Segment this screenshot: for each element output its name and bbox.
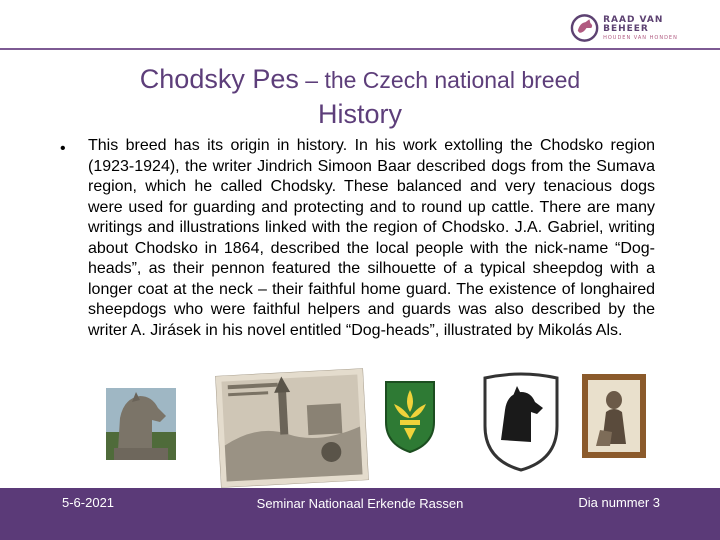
logo-subtitle: HOUDEN VAN HONDEN [603,34,678,41]
coat-of-arms-green [380,378,440,456]
header-divider [0,48,720,50]
footer-bar [0,488,720,540]
footer-seminar: Seminar Nationaal Erkende Rassen [256,496,464,511]
footer-date: 5-6-2021 [62,495,115,510]
title-main: Chodsky Pes [139,64,299,94]
dog-statue-photo [106,388,176,460]
heraldic-shield [475,370,567,476]
logo [570,12,710,44]
framed-illustration [582,374,646,458]
bullet-marker: • [60,140,66,157]
title-line-2: History [317,99,402,129]
logo-name: RAAD VAN BEHEER [603,14,664,34]
body-paragraph: This breed has its origin in history. In his work extolling the Chodsko region (1923-1924), the writer Jindrich Simoon Baar described dogs from the Sumava region, which he called Chodsky. These balanced and very tenacious dogs were used for guarding and protecting and to round up cattle. There are many writings and illustrations linked with the region of Chodsko. J.A. Gabriel, writing about Chodsko in 1864, described the local people with the nick-name “Dog-heads”, as their pennon featured the silhouette of a typical sheepdog with a longer coat at the neck – their faithful home guard. The existence of longhaired sheepdogs who were faithful helpers and guards was also described by the writer A. Jirásek in his novel entitled “Dog-heads”, illustrated by Mikolás Als. [88,137,655,339]
vintage-postcard [215,368,369,488]
dog-logo-icon [570,13,599,43]
title-sub: – the Czech national breed [298,67,581,93]
title-line-1 [60,62,660,97]
slide-title [60,62,660,131]
footer-slide-number: Dia nummer 3 [578,495,660,510]
